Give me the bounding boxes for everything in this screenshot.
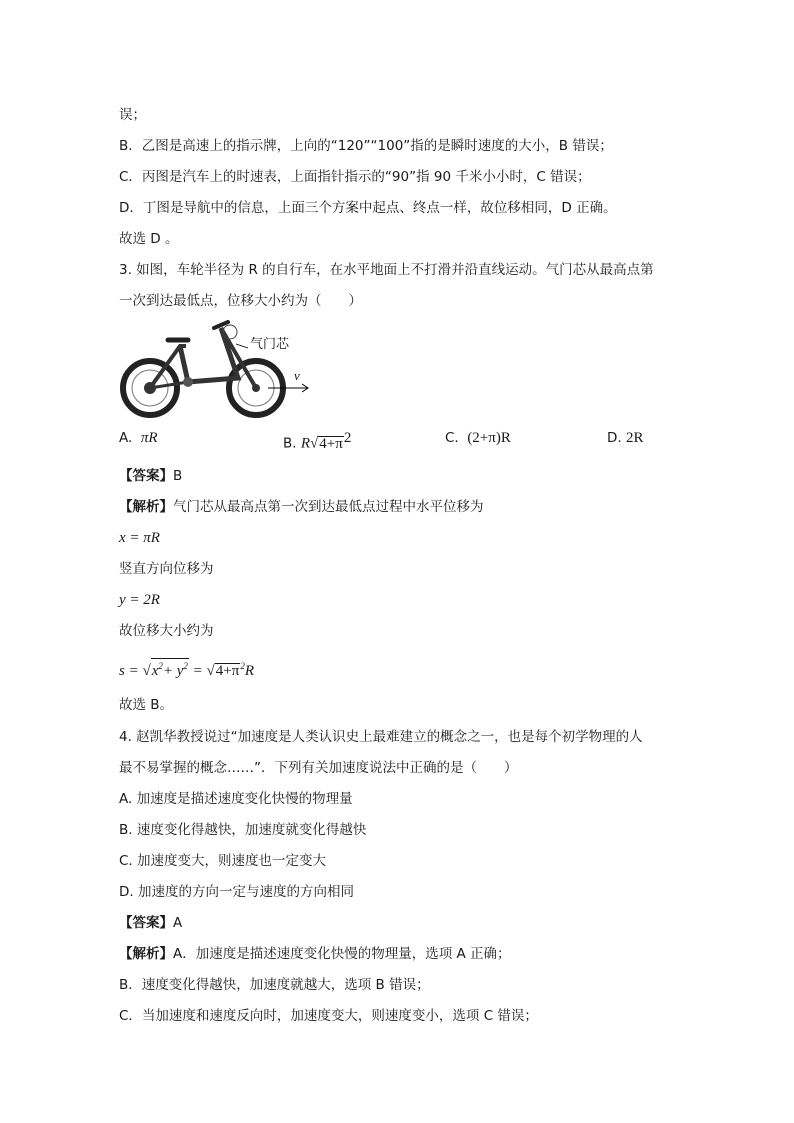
text-line: 竖直方向位移为 [119, 561, 214, 577]
conclusion-line: 故选 B。 [119, 697, 174, 713]
equation-s: $s = √x^2+ y^2 = √4+\pi^2R$ [119, 657, 254, 680]
option-c: C. (2+π)R [445, 430, 511, 446]
velocity-label: v [294, 368, 300, 383]
option-c: C. 加速度变大，则速度也一定变大 [119, 853, 327, 869]
analysis-line: C．当加速度和速度反向时，加速度变大，则速度变小，选项 C 错误； [119, 1008, 538, 1024]
option-b: B. 速度变化得越快，加速度就变化得越快 [119, 822, 367, 838]
question-4-stem: 4. 赵凯华教授说过“加速度是人类认识史上最难建立的概念之一，也是每个初学物理的人 [119, 729, 643, 745]
equation-y: y = 2R [119, 592, 160, 608]
question-3-stem: 一次到达最低点，位移大小约为（ ） [119, 293, 362, 309]
bicycle-figure [118, 318, 318, 418]
analysis-line: 【解析】气门芯从最高点第一次到达最低点过程中水平位移为 [119, 499, 484, 515]
option-b: B. $R√4+\pi^2$ [283, 430, 352, 452]
analysis-line: 【解析】A．加速度是描述速度变化快慢的物理量，选项 A 正确； [119, 946, 511, 962]
text-line: B．乙图是高速上的指示牌，上向的“120”“100”指的是瞬时速度的大小，B 错误； [119, 138, 613, 154]
text-line: D．丁图是导航中的信息，上面三个方案中起点、终点一样，故位移相同，D 正确。 [119, 200, 617, 216]
analysis-line: B．速度变化得越快，加速度就越大，选项 B 错误； [119, 977, 430, 993]
option-a: A. πR [119, 430, 158, 446]
option-a: A. 加速度是描述速度变化快慢的物理量 [119, 791, 353, 807]
answer-line: 【答案】B [119, 468, 183, 484]
text-line: C．丙图是汽车上的时速表，上面指针指示的“90”指 90 千米小小时，C 错误； [119, 169, 591, 185]
equation-x: x = πR [119, 530, 160, 546]
question-4-stem: 最不易掌握的概念……”．下列有关加速度说法中正确的是（ ） [119, 760, 518, 776]
question-3-stem: 3. 如图，车轮半径为 R 的自行车，在水平地面上不打滑并沿直线运动。气门芯从最高点第 [119, 262, 654, 278]
option-d: D. 加速度的方向一定与速度的方向相同 [119, 884, 354, 900]
valve-label: 气门芯 [250, 336, 290, 351]
answer-line: 【答案】A [119, 915, 183, 931]
text-line: 故选 D 。 [119, 231, 179, 247]
text-line: 故位移大小约为 [119, 623, 214, 639]
option-d: D. 2R [607, 430, 644, 446]
text-line: 误； [119, 107, 146, 123]
